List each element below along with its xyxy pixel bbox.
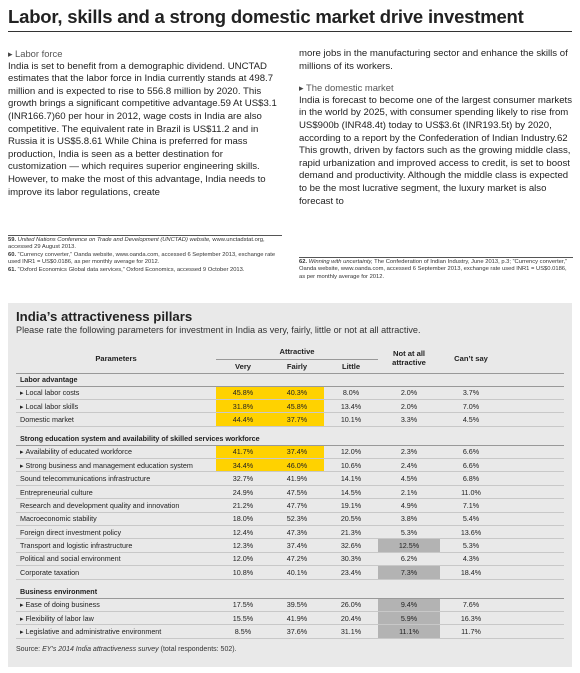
header-attractive: Attractive (216, 345, 378, 359)
row-spacer (502, 552, 564, 565)
value-cell: 40.1% (270, 566, 324, 579)
value-cell: 18.0% (216, 512, 270, 525)
footnote-rule-right (299, 257, 573, 258)
table-row (16, 485, 564, 498)
footnote (8, 237, 283, 252)
value-cell: 34.4% (216, 459, 270, 472)
header-fairly: Fairly (270, 359, 324, 373)
row-label: Research and development quality and innovation (16, 499, 216, 512)
value-cell: 47.5% (270, 485, 324, 498)
body-continuation: more jobs in the manufacturing sector and enhance the skills of millions of its workers. (299, 48, 568, 72)
value-cell: 11.7% (440, 625, 502, 638)
source-prefix: Source: (16, 646, 43, 653)
value-cell: 37.6% (270, 625, 324, 638)
value-cell: 6.6% (440, 445, 502, 458)
value-cell: 7.6% (440, 598, 502, 611)
value-cell: 32.6% (324, 539, 378, 552)
section-title: Labor advantage (16, 373, 564, 386)
value-cell: 2.1% (378, 485, 440, 498)
section-title: Strong education system and availability of skilled services workforce (16, 432, 564, 445)
value-cell: 13.6% (440, 526, 502, 539)
footnote (8, 267, 283, 274)
value-cell: 11.1% (378, 625, 440, 638)
headline: Labor, skills and a strong domestic market drive investment (8, 6, 524, 27)
row-spacer (502, 539, 564, 552)
value-cell: 37.4% (270, 445, 324, 458)
value-cell: 47.3% (270, 526, 324, 539)
value-cell: 7.1% (440, 499, 502, 512)
value-cell: 4.3% (440, 552, 502, 565)
value-cell: 6.6% (440, 459, 502, 472)
row-label: ▸ Ease of doing business (16, 598, 216, 611)
value-cell: 47.7% (270, 499, 324, 512)
value-cell: 4.9% (378, 499, 440, 512)
body-domestic-market: India is forecast to become one of the largest consumer markets in the world by 2025, with consumer spending likely to rise from US$900b (INR48.4t) today to US$3.6t (INR193.5t) by 2020, according to a report by the Confederation of Indian Industry.62 This growth, driven by factors such as the growing middle class, rapid urbanization and improved access to credit, is set to boost demand and productivity. Although the middle class is expected to be the most lucrative segment, the luxury market is also forecast to (299, 94, 573, 207)
table-row (16, 459, 564, 472)
table-row (16, 386, 564, 399)
value-cell: 52.3% (270, 512, 324, 525)
table-row (16, 512, 564, 525)
row-label: Domestic market (16, 413, 216, 426)
value-cell: 12.0% (324, 445, 378, 458)
table-row (16, 472, 564, 485)
table-row (16, 625, 564, 638)
value-cell: 18.4% (440, 566, 502, 579)
row-spacer (502, 485, 564, 498)
section-header (16, 432, 564, 445)
row-label: Sound telecommunications infrastructure (16, 472, 216, 485)
value-cell: 12.5% (378, 539, 440, 552)
footnotes-left (8, 237, 283, 274)
source-note (16, 646, 237, 653)
right-column (299, 48, 575, 208)
value-cell: 11.0% (440, 485, 502, 498)
table-row (16, 399, 564, 412)
table-row (16, 611, 564, 624)
header-cant-say: Can’t say (440, 345, 502, 373)
table-row (16, 445, 564, 458)
value-cell: 12.4% (216, 526, 270, 539)
value-cell: 2.4% (378, 459, 440, 472)
value-cell: 10.8% (216, 566, 270, 579)
section-header (16, 373, 564, 386)
value-cell: 2.3% (378, 445, 440, 458)
value-cell: 39.5% (270, 598, 324, 611)
footnote-number: 60. (8, 251, 18, 258)
subhead-domestic-market: ▸ The domestic market (299, 82, 575, 95)
header-spacer (502, 345, 564, 373)
attractiveness-table (16, 345, 564, 639)
attractiveness-panel (8, 303, 572, 667)
row-label: ▸ Legislative and administrative environment (16, 625, 216, 638)
value-cell: 17.5% (216, 598, 270, 611)
row-spacer (502, 386, 564, 399)
footnote (8, 252, 283, 267)
value-cell: 31.8% (216, 399, 270, 412)
source-rest: (total respondents: 502). (158, 646, 237, 653)
value-cell: 10.6% (324, 459, 378, 472)
value-cell: 14.5% (324, 485, 378, 498)
row-spacer (502, 611, 564, 624)
value-cell: 3.3% (378, 413, 440, 426)
value-cell: 20.5% (324, 512, 378, 525)
value-cell: 7.0% (440, 399, 502, 412)
row-label: Foreign direct investment policy (16, 526, 216, 539)
value-cell: 2.0% (378, 399, 440, 412)
value-cell: 47.2% (270, 552, 324, 565)
section-header (16, 585, 564, 598)
row-spacer (502, 445, 564, 458)
header-not-at-all: Not at all attractive (378, 345, 440, 373)
left-column (8, 48, 278, 199)
value-cell: 26.0% (324, 598, 378, 611)
value-cell: 5.4% (440, 512, 502, 525)
footnote-number: 59. (8, 237, 18, 243)
subhead-labor-force: ▸ Labor force (8, 48, 278, 61)
header-very: Very (216, 359, 270, 373)
value-cell: 21.2% (216, 499, 270, 512)
value-cell: 4.5% (440, 413, 502, 426)
footnote-text: “Oxford Economics Global data services,” Oxford Economics, accessed 9 October 2013. (17, 266, 245, 273)
row-label: Political and social environment (16, 552, 216, 565)
header-parameters: Parameters (16, 345, 216, 373)
row-label: ▸ Local labor skills (16, 399, 216, 412)
table-row (16, 598, 564, 611)
value-cell: 5.9% (378, 611, 440, 624)
value-cell: 3.8% (378, 512, 440, 525)
value-cell: 24.9% (216, 485, 270, 498)
panel-title: India’s attractiveness pillars (16, 309, 193, 324)
row-spacer (502, 566, 564, 579)
footnote-number: 61. (8, 266, 18, 273)
value-cell: 46.0% (270, 459, 324, 472)
value-cell: 12.0% (216, 552, 270, 565)
row-spacer (502, 413, 564, 426)
table-row (16, 499, 564, 512)
row-spacer (502, 598, 564, 611)
footnote-text: www.unctadstat.org, accessed 29 August 2013. (8, 237, 265, 251)
value-cell: 32.7% (216, 472, 270, 485)
value-cell: 41.9% (270, 611, 324, 624)
value-cell: 19.1% (324, 499, 378, 512)
footnote-text: “Currency converter,” Oanda website, www.oanda.com, accessed 6 September 2013, exchange rate used INR1 = US$0.0186, as per monthly average for 2012. (8, 251, 276, 266)
footnote-title: United Nations Conference on Trade and Development (UNCTAD) website, (17, 237, 211, 243)
value-cell: 37.4% (270, 539, 324, 552)
row-spacer (502, 512, 564, 525)
value-cell: 2.0% (378, 386, 440, 399)
row-spacer (502, 399, 564, 412)
value-cell: 12.3% (216, 539, 270, 552)
value-cell: 5.3% (440, 539, 502, 552)
row-spacer (502, 472, 564, 485)
value-cell: 6.8% (440, 472, 502, 485)
value-cell: 13.4% (324, 399, 378, 412)
row-label: Corporate taxation (16, 566, 216, 579)
value-cell: 6.2% (378, 552, 440, 565)
table-row (16, 566, 564, 579)
value-cell: 4.5% (378, 472, 440, 485)
row-label: Macroeconomic stability (16, 512, 216, 525)
row-label: ▸ Local labor costs (16, 386, 216, 399)
value-cell: 31.1% (324, 625, 378, 638)
value-cell: 8.0% (324, 386, 378, 399)
value-cell: 41.7% (216, 445, 270, 458)
value-cell: 9.4% (378, 598, 440, 611)
table-body (16, 373, 564, 638)
table-row (16, 526, 564, 539)
value-cell: 45.8% (270, 399, 324, 412)
value-cell: 8.5% (216, 625, 270, 638)
value-cell: 21.3% (324, 526, 378, 539)
footnote-number: 62. (299, 259, 309, 265)
value-cell: 10.1% (324, 413, 378, 426)
value-cell: 45.8% (216, 386, 270, 399)
value-cell: 40.3% (270, 386, 324, 399)
footnote (299, 259, 573, 281)
footnote-rule-left (8, 235, 282, 236)
value-cell: 5.3% (378, 526, 440, 539)
table-row (16, 552, 564, 565)
row-spacer (502, 526, 564, 539)
value-cell: 3.7% (440, 386, 502, 399)
row-spacer (502, 625, 564, 638)
value-cell: 7.3% (378, 566, 440, 579)
value-cell: 16.3% (440, 611, 502, 624)
value-cell: 41.9% (270, 472, 324, 485)
row-label: Entrepreneurial culture (16, 485, 216, 498)
value-cell: 15.5% (216, 611, 270, 624)
value-cell: 30.3% (324, 552, 378, 565)
panel-subtitle: Please rate the following parameters for investment in India as very, fairly, little or not at all attractive. (16, 325, 421, 335)
source-title: EY’s 2014 India attractiveness survey (42, 646, 159, 653)
table-row (16, 413, 564, 426)
body-labor-force: India is set to benefit from a demographic dividend. UNCTAD estimates that the labor force in India currently stands at 498.7 million and is expected to rise to 556.8 million by 2020. This growth brings a significant competitive advantage.59 At US$3.1 (INR166.7)60 per hour in 2012, wage costs in India are also competitive. The equivalent rate in Brazil is US$11.2 and in Russia it is US$5.8.61 While China is preferred for mass production, India is seen as a better destination for customization — which requires superior engineering skills. However, to make the most of this advantage, India needs to improve its labor regulations, create (8, 60, 277, 198)
section-title: Business environment (16, 585, 564, 598)
row-label: Transport and logistic infrastructure (16, 539, 216, 552)
headline-rule (8, 31, 572, 32)
footnotes-right (299, 259, 573, 281)
row-label: ▸ Flexibility of labor law (16, 611, 216, 624)
value-cell: 20.4% (324, 611, 378, 624)
row-spacer (502, 459, 564, 472)
footnote-text: The Confederation of Indian Industry, June 2013, p.3; “Currency converter,” Oanda website, www.oanda.com, accessed 6 September 2013, exchange rate used INR1 = US$0.0186, as per monthly average for 2012. (299, 259, 568, 280)
value-cell: 37.7% (270, 413, 324, 426)
value-cell: 14.1% (324, 472, 378, 485)
row-spacer (502, 499, 564, 512)
table-row (16, 539, 564, 552)
row-label: ▸ Availability of educated workforce (16, 445, 216, 458)
row-label: ▸ Strong business and management education system (16, 459, 216, 472)
value-cell: 23.4% (324, 566, 378, 579)
value-cell: 44.4% (216, 413, 270, 426)
footnote-title: Winning with uncertainty, (308, 259, 373, 265)
header-little: Little (324, 359, 378, 373)
